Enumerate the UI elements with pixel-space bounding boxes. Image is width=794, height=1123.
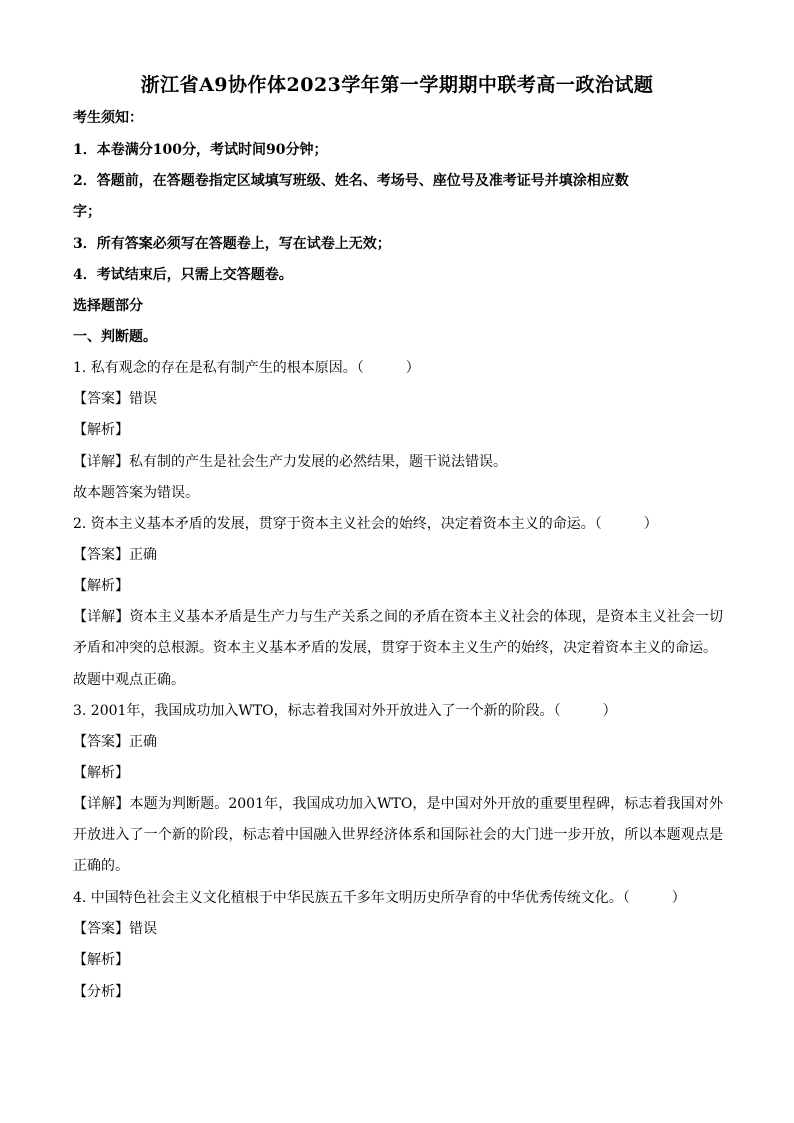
question-1-detail	[73, 452, 723, 472]
question-2-answer	[73, 545, 723, 565]
section-part: 选择题部分	[73, 298, 143, 314]
question-2-analysis-tag: 【解析】	[73, 578, 129, 594]
question-3-stem: 3. 2001年，我国成功加入WTO，标志着我国对外开放进入了一个新的阶段。（ ）	[73, 703, 617, 719]
question-2-conclusion: 故题中观点正确。	[73, 672, 185, 688]
question-2-stem: 2. 资本主义基本矛盾的发展，贯穿于资本主义社会的始终，决定着资本主义的命运。（ ）	[73, 516, 658, 532]
answer-tag: 【答案】	[73, 734, 129, 750]
answer-value: 错误	[129, 921, 157, 937]
section-heading: 一、判断题。	[73, 329, 157, 345]
answer-tag: 【答案】	[73, 391, 129, 407]
question-1-analysis-tag: 【解析】	[73, 422, 129, 438]
notice-item-1: 1．本卷满分100分，考试时间90分钟；	[73, 142, 328, 158]
page-title: 浙江省A9协作体2023学年第一学期期中联考高一政治试题	[140, 74, 654, 96]
question-1-stem: 1. 私有观念的存在是私有制产生的根本原因。（ ）	[73, 360, 420, 376]
notice-item-4: 4．考试结束后，只需上交答题卷。	[73, 267, 293, 283]
question-2-detail	[73, 602, 723, 664]
notice-item-2-cont: 字；	[73, 204, 101, 220]
question-3-answer	[73, 732, 723, 752]
question-3-detail	[73, 789, 723, 882]
detail-tag: 【详解】	[73, 609, 130, 625]
question-3-analysis-tag: 【解析】	[73, 765, 129, 781]
question-4-answer	[73, 919, 723, 939]
notice-heading: 考生须知：	[73, 110, 143, 126]
answer-value: 正确	[129, 734, 157, 750]
question-4-analysis-tag: 【解析】	[73, 952, 129, 968]
question-4-stem: 4. 中国特色社会主义文化植根于中华民族五千多年文明历史所孕育的中华优秀传统文化。（ ）	[73, 890, 686, 906]
answer-tag: 【答案】	[73, 921, 129, 937]
detail-text: 资本主义基本矛盾是生产力与生产关系之间的矛盾在资本主义社会的体现，是资本主义社会一切矛盾和冲突的总根源。资本主义基本矛盾的发展，贯穿于资本主义生产的始终，决定着资本主义的命运。	[73, 609, 724, 656]
question-4-analysis2-tag: 【分析】	[73, 984, 129, 1000]
notice-item-3: 3．所有答案必须写在答题卷上，写在试卷上无效；	[73, 236, 391, 252]
question-1-conclusion: 故本题答案为错误。	[73, 485, 199, 501]
notice-item-2: 2．答题前，在答题卷指定区域填写班级、姓名、考场号、座位号及准考证号并填涂相应数	[73, 173, 629, 189]
answer-value: 错误	[129, 391, 157, 407]
detail-tag: 【详解】	[73, 454, 129, 470]
detail-text: 本题为判断题。2001年，我国成功加入WTO，是中国对外开放的重要里程碑，标志着我国对外开放进入了一个新的阶段，标志着中国融入世界经济体系和国际社会的大门进一步开放，所以本题观点是正确的。	[73, 796, 723, 874]
question-1-answer	[73, 389, 723, 409]
answer-value: 正确	[129, 547, 157, 563]
answer-tag: 【答案】	[73, 547, 129, 563]
detail-tag: 【详解】	[73, 796, 130, 812]
detail-text: 私有制的产生是社会生产力发展的必然结果，题干说法错误。	[129, 454, 507, 470]
